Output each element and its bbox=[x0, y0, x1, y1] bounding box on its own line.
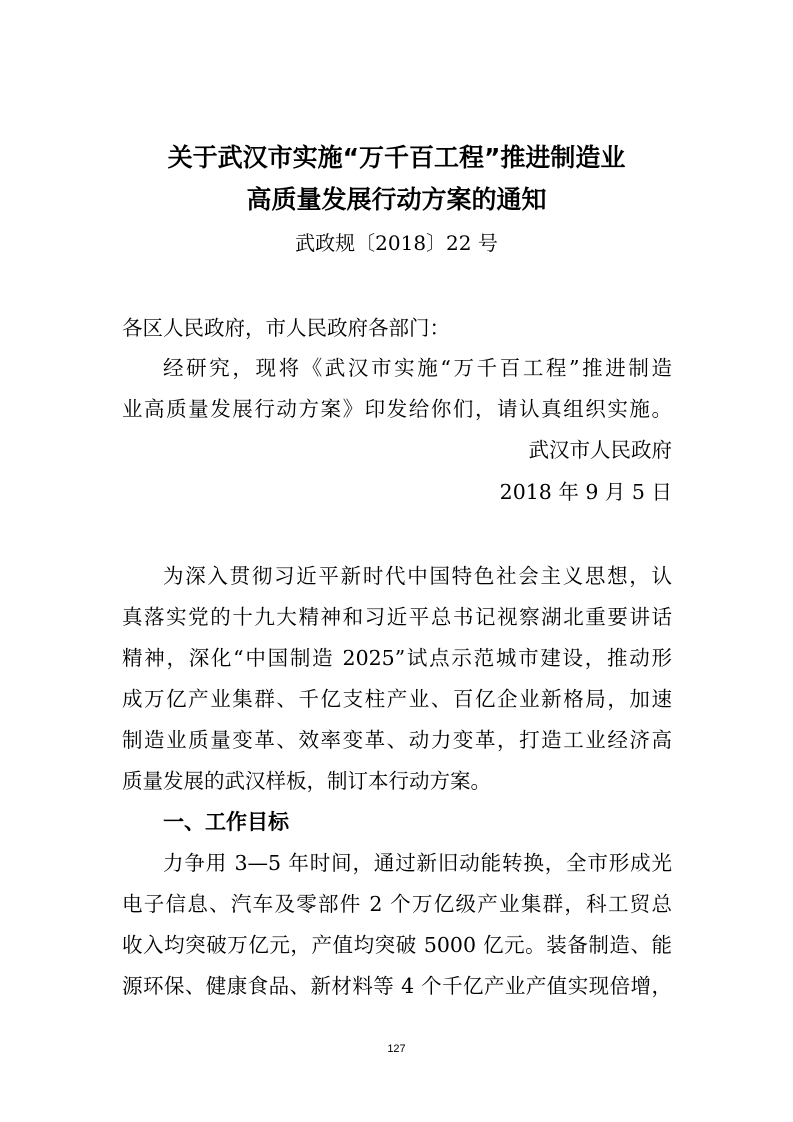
section-line-4: 源环保、健康食品、新材料等 4 个千亿产业产值实现倍增， bbox=[122, 974, 672, 998]
preamble-line-1: 为深入贯彻习近平新时代中国特色社会主义思想，认 bbox=[163, 564, 672, 588]
section-line-3: 收入均突破万亿元，产值均突破 5000 亿元。装备制造、能 bbox=[122, 933, 672, 957]
salutation: 各区人民政府，市人民政府各部门： bbox=[122, 316, 450, 340]
preamble-line-3: 精神，深化“中国制造 2025”试点示范城市建设，推动形 bbox=[122, 646, 672, 670]
notice-line-2: 业高质量发展行动方案》印发给你们，请认真组织实施。 bbox=[122, 397, 672, 421]
document-title-line-2: 高质量发展行动方案的通知 bbox=[246, 185, 547, 214]
document-title-line-1: 关于武汉市实施“万千百工程”推进制造业 bbox=[167, 143, 626, 172]
issue-date: 2018 年 9 月 5 日 bbox=[499, 480, 672, 504]
notice-line-1: 经研究，现将《武汉市实施“万千百工程”推进制造 bbox=[163, 356, 672, 380]
preamble-line-5: 制造业质量变革、效率变革、动力变革，打造工业经济高 bbox=[122, 728, 672, 752]
document-number: 武政规〔2018〕22 号 bbox=[295, 231, 498, 255]
page-number: 127 bbox=[387, 1043, 406, 1055]
section-heading: 一、工作目标 bbox=[163, 810, 289, 834]
issuer-signature: 武汉市人民政府 bbox=[528, 438, 672, 462]
section-line-2: 电子信息、汽车及零部件 2 个万亿级产业集群，科工贸总 bbox=[122, 892, 672, 916]
preamble-line-4: 成万亿产业集群、千亿支柱产业、百亿企业新格局，加速 bbox=[122, 687, 672, 711]
preamble-line-2: 真落实党的十九大精神和习近平总书记视察湖北重要讲话 bbox=[122, 605, 672, 629]
section-line-1: 力争用 3—5 年时间，通过新旧动能转换，全市形成光 bbox=[163, 851, 672, 875]
preamble-line-6: 质量发展的武汉样板，制订本行动方案。 bbox=[122, 769, 491, 793]
